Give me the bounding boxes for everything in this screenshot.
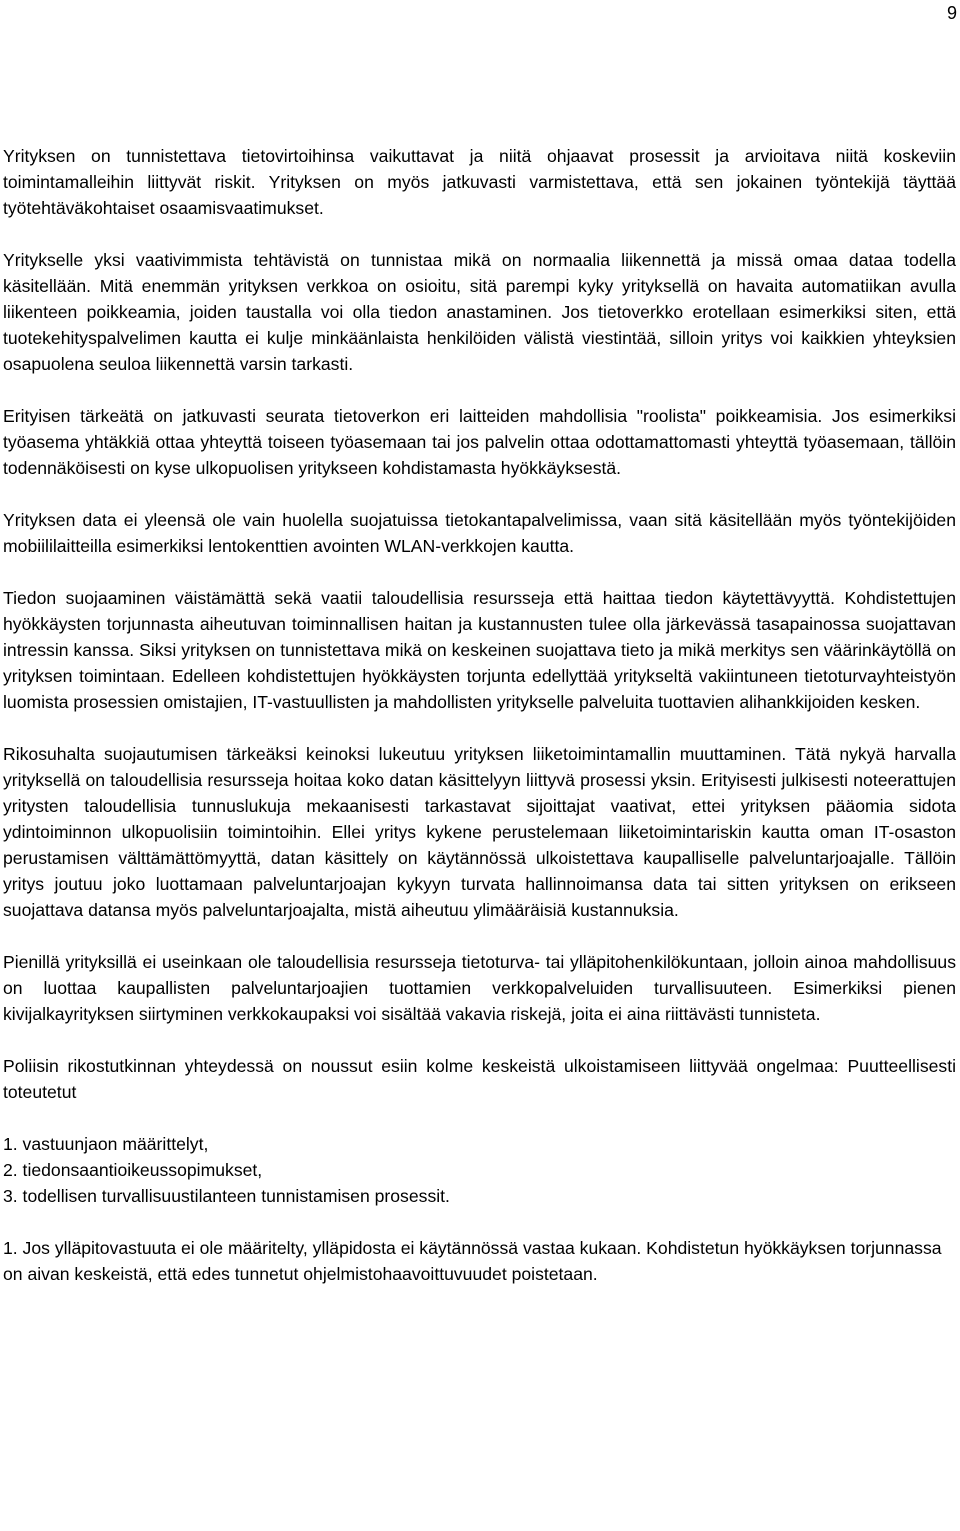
paragraph-normal-traffic: Yritykselle yksi vaativimmista tehtävistä on tunnistaa mikä on normaalia liikennettä ja missä omaa dataa todella käsitellään. Mitä enemmän yrityksen verkkoa on osioitu, sitä parempi kyky yrityksellä on havaita automatiikan avulla liikenteen poikkeamia, joiden taustalla voi olla tiedon anastaminen. Jos tietoverkko erotellaan esimerkiksi siten, että tuotekehityspalvelimen kautta ei kulje minkäänlaista henkilöiden välistä viestintää, silloin yritys voi kaikkien yhteyksien osapuolena seuloa liikennettä varsin tarkasti. [3, 250, 956, 374]
paragraph-role-deviations: Erityisen tärkeätä on jatkuvasti seurata tietoverkon eri laitteiden mahdollisia "roolista" poikkeamisia. Jos esimerkiksi työasema yhtäkkiä ottaa yhteyttä toiseen työasemaan tai jos palvelin ottaa odottamattomasti yhteyttä työasemaan, tällöin todennäköisesti on kyse ulkopuolisen yritykseen kohdistamasta hyökkäyksestä. [3, 406, 956, 478]
paragraph-mobile-devices: Yrityksen data ei yleensä ole vain huolella suojatuissa tietokantapalvelimissa, vaan sitä käsitellään myös työntekijöiden mobiililaitteilla esimerkiksi lentokenttien avointen WLAN-verkkojen kautta. [3, 510, 956, 556]
document-body [3, 143, 956, 1287]
paragraph-process-risks: Yrityksen on tunnistettava tietovirtoihinsa vaikuttavat ja niitä ohjaavat prosessit ja arvioitava niitä koskeviin toimintamalleihin liittyvät riskit. Yrityksen on myös jatkuvasti varmistettava, että sen jokainen työntekijä täyttää työtehtäväkohtaiset osaamisvaatimukset. [3, 146, 956, 218]
list-item: 3. todellisen turvallisuustilanteen tunnistamisen prosessit. [3, 1186, 450, 1206]
paragraph-small-companies: Pienillä yrityksillä ei useinkaan ole taloudellisia resursseja tietoturva- tai ylläpitohenkilökuntaan, jolloin ainoa mahdollisuus on luottaa kaupallisten palveluntarjoajien tuottamien verkkopalveluiden turvallisuuteen. Esimerkiksi pienen kivijalkayrityksen siirtyminen verkkokaupaksi voi sisältää vakavia riskejä, joita ei aina riittävästi tunnisteta. [3, 952, 956, 1024]
outsourcing-problem-list [3, 1131, 956, 1209]
list-item: 1. vastuunjaon määrittelyt, [3, 1134, 209, 1154]
list-item: 2. tiedonsaantioikeussopimukset, [3, 1160, 263, 1180]
paragraph-business-model: Rikosuhalta suojautumisen tärkeäksi keinoksi lukeutuu yrityksen liiketoimintamallin muuttaminen. Tätä nykyä harvalla yrityksellä on taloudellisia resursseja hoitaa koko datan käsittelyyn liittyvä prosessi yksin. Erityisesti julkisesti noteerattujen yritysten taloudellisia tunnuslukuja mekaanisesti tarkastavat sijoittajat vaativat, ettei yrityksen pääomia sidota ydintoiminnon ulkopuolisiin toimintoihin. Ellei yritys kykene perustelemaan liiketoimintariskin kautta oman IT-osaston perustamisen välttämättömyyttä, datan käsittely on käytännössä ulkoistettava kaupalliselle palveluntarjoajalle. Tällöin yritys joutuu joko luottamaan palveluntarjoajan kykyyn turvata hallinnoimansa data tai sitten yrityksen on erikseen suojattava datansa myös palveluntarjoajalta, mistä aiheutuu ylimääräisiä kustannuksia. [3, 744, 956, 920]
page-number: 9 [946, 3, 957, 23]
paragraph-maintenance-responsibility: 1. Jos ylläpitovastuuta ei ole määritelty, ylläpidosta ei käytännössä vastaa kukaan. Kohdistetun hyökkäyksen torjunnassa on aivan keskeistä, että edes tunnetut ohjelmistohaavoittuvuudet poistetaan. [3, 1238, 942, 1284]
paragraph-outsourcing-problems: Poliisin rikostutkinnan yhteydessä on noussut esiin kolme keskeistä ulkoistamiseen liittyvää ongelmaa: Puutteellisesti toteutetut [3, 1056, 956, 1102]
paragraph-protection-costs: Tiedon suojaaminen väistämättä sekä vaatii taloudellisia resursseja että haittaa tiedon käytettävyyttä. Kohdistettujen hyökkäysten torjunnasta aiheutuvan toiminnallisen haitan ja kustannusten tulee olla järkevässä tasapainossa suojattavan intressin kanssa. Siksi yrityksen on tunnistettava mikä on keskeinen suojattava tieto ja mikä merkitys sen väärinkäytöllä on yrityksen toimintaan. Edelleen kohdistettujen hyökkäysten torjunta edellyttää yritykseltä vakiintuneen tietoturvayhteistyön luomista prosessien omistajien, IT-vastuullisten ja mahdollisten yritykselle palveluita tuottavien alihankkijoiden kesken. [3, 588, 956, 712]
